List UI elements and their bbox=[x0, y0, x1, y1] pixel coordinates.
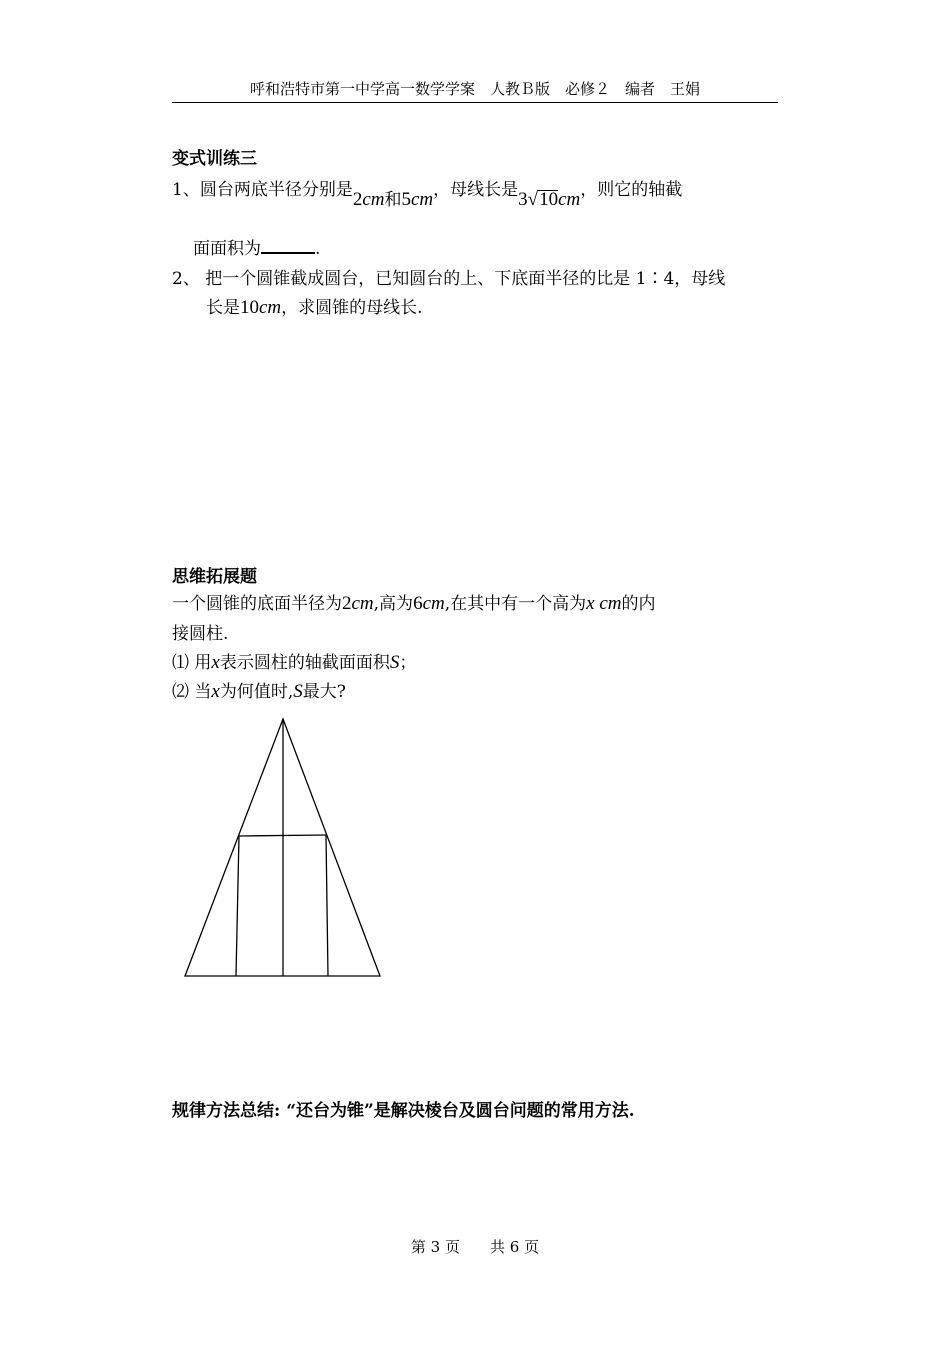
math-number: 10 bbox=[240, 297, 259, 318]
math-unit: cm bbox=[259, 297, 282, 318]
page-header: 呼和浩特市第一中学高一数学学案 人教Ｂ版 必修２ 编者 王娟 bbox=[172, 78, 778, 103]
question-text: 长是 bbox=[206, 298, 240, 318]
method-summary: 规律方法总结: “还台为锥”是解决棱台及圆台问题的常用方法. bbox=[172, 1101, 635, 1121]
extension-line-2: 接圆柱. bbox=[172, 624, 229, 644]
question-text: 圆台两底半径分别是 bbox=[199, 180, 353, 200]
math-number: 5 bbox=[401, 189, 411, 210]
cylinder-right-edge bbox=[326, 835, 328, 976]
math-variable: x bbox=[586, 593, 595, 614]
math-variable: x bbox=[211, 681, 220, 702]
radical-sign: √ bbox=[527, 189, 539, 210]
question-text: 为何值时, bbox=[219, 682, 294, 702]
math-unit: cm bbox=[422, 593, 445, 614]
math-unit: cm bbox=[558, 189, 581, 210]
section-title-extension: 思维拓展题 bbox=[172, 567, 257, 587]
math-variable: S bbox=[389, 652, 400, 673]
question-text: 面面积为 bbox=[193, 239, 261, 259]
math-unit: cm bbox=[599, 593, 622, 614]
question-text: 的内 bbox=[621, 594, 656, 614]
math-unit: cm bbox=[351, 593, 374, 614]
math-variable: S bbox=[293, 681, 303, 702]
math-unit: cm bbox=[410, 189, 434, 210]
math-number: 6 bbox=[413, 593, 423, 614]
question-text: 一个圆锥的底面半径为 bbox=[172, 594, 342, 614]
radicand: 10 bbox=[539, 189, 559, 210]
question-number: 2、 bbox=[172, 269, 200, 289]
cylinder-left-edge bbox=[236, 836, 239, 976]
question-text: ,高为 bbox=[373, 594, 414, 614]
page-footer: 第 3 页 共 6 页 bbox=[410, 1238, 540, 1256]
cylinder-top-edge bbox=[239, 835, 326, 836]
question-text: 把一个圆锥截成圆台，已知圆台的上、下底面半径的比是 1∶4，母线 bbox=[205, 269, 726, 289]
question-text: ，则它的轴截 bbox=[580, 180, 683, 200]
question-text: ,在其中有一个高为 bbox=[444, 594, 587, 614]
math-number: 2 bbox=[342, 593, 352, 614]
math-unit: cm bbox=[362, 189, 385, 210]
math-conjunction: 和 bbox=[384, 190, 402, 209]
question-text: . bbox=[315, 239, 321, 259]
question-number: 1、 bbox=[172, 180, 200, 200]
section-title-variant-training: 变式训练三 bbox=[172, 149, 257, 169]
question-text: 表示圆柱的轴截面面积 bbox=[219, 653, 390, 673]
question-text: ； bbox=[399, 653, 417, 673]
question-text: ，母线长是 bbox=[433, 180, 519, 200]
question-text: ，求圆锥的母线长. bbox=[281, 298, 423, 318]
math-number: 3 bbox=[518, 189, 528, 210]
question-text: ⑴ 用 bbox=[172, 653, 212, 673]
math-number: 2 bbox=[352, 189, 363, 210]
math-variable: x bbox=[211, 652, 220, 673]
question-text: ⑵ 当 bbox=[172, 682, 212, 702]
question-text: 最大? bbox=[302, 682, 346, 702]
